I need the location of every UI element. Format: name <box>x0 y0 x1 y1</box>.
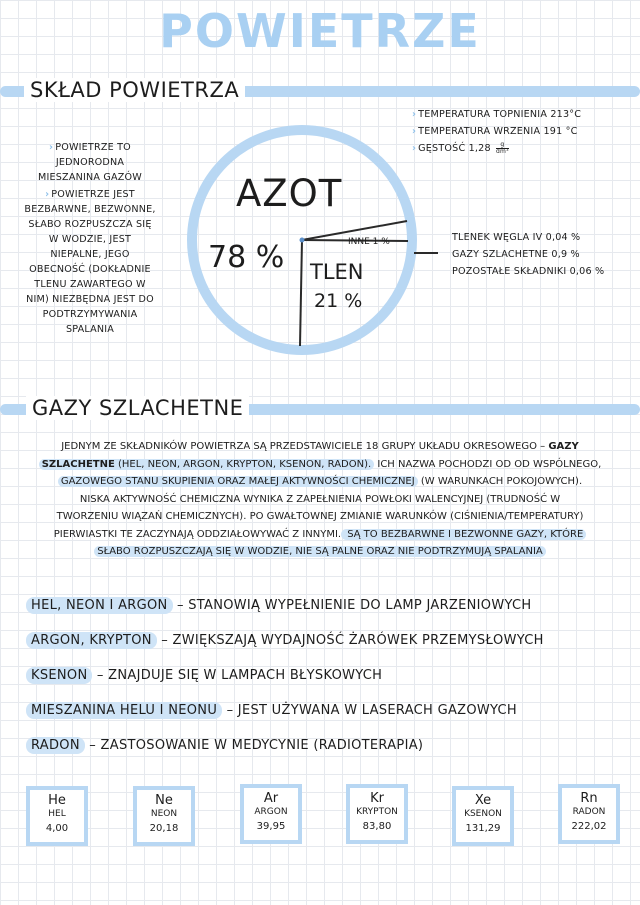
note-line: SŁABO ROZPUSZCZA SIĘ <box>28 219 152 230</box>
azot-label: AZOT <box>236 172 343 215</box>
arrow-icon: › <box>412 126 417 137</box>
note-line: PODTRZYMYWANIA <box>42 309 138 320</box>
arrow-icon: › <box>412 143 417 154</box>
use-item: KSENON – ZNAJDUJE SIĘ W LAMPACH BŁYSKOWYCH <box>26 668 382 683</box>
density-unit: $\frac{g}{\text{dm³}}$ <box>496 140 509 155</box>
note-line: W WODZIE, JEST <box>48 234 132 245</box>
section-heading-gazy: GAZY SZLACHETNE <box>26 396 249 420</box>
arrow-icon: › <box>49 142 54 153</box>
note-line: BEZBARWNE, BEZWONNE, <box>24 204 156 215</box>
element-card-ne: Ne NEON 20,18 <box>133 786 195 846</box>
note-2: › POWIETRZE JEST <box>45 189 135 200</box>
boiling-point: › TEMPERATURA WRZENIA 191 °C <box>412 126 578 137</box>
note-line: SPALANIA <box>65 324 115 335</box>
melting-point: › TEMPERATURA TOPNIENIA 213°C <box>412 109 582 120</box>
pie-center <box>300 238 305 243</box>
note-1: › POWIETRZE TO <box>49 142 131 153</box>
page-title: POWIETRZE <box>159 4 481 58</box>
use-item: ARGON, KRYPTON – ZWIĘKSZAJĄ WYDAJNOŚĆ ŻARÓWEK PRZEMYSŁOWYCH <box>26 633 544 648</box>
note-line: JEDNORODNA <box>55 157 125 168</box>
arrow-icon: › <box>45 189 50 200</box>
element-card-ar: Ar ARGON 39,95 <box>240 784 302 844</box>
element-card-rn: Rn RADON 222,02 <box>558 784 620 844</box>
use-item: RADON – ZASTOSOWANIE W MEDYCYNIE (RADIOTERAPIA) <box>26 738 423 753</box>
tlen-label: TLEN <box>310 260 364 284</box>
element-card-kr: Kr KRYPTON 83,80 <box>346 784 408 844</box>
use-item: HEL, NEON I ARGON – STANOWIĄ WYPEŁNIENIE DO LAMP JARZENIOWYCH <box>26 598 531 613</box>
noble-gases-share: GAZY SZLACHETNE 0,9 % <box>452 249 580 260</box>
note-line: TLENU ZAWARTEGO W <box>34 279 146 290</box>
left-notes <box>20 140 160 337</box>
arrow-icon: › <box>412 109 417 120</box>
element-card-he: He HEL 4,00 <box>26 786 88 846</box>
divider-tlen <box>300 240 302 346</box>
other-components <box>452 229 634 280</box>
co2-share: TLENEK WĘGLA IV 0,04 % <box>452 232 581 243</box>
air-properties <box>412 106 632 157</box>
use-item: MIESZANINA HELU I NEONU – JEST UŻYWANA W LASERACH GAZOWYCH <box>26 703 517 718</box>
note-line: NIM) NIEZBĘDNA JEST DO <box>26 294 154 305</box>
noble-gases-paragraph: JEDNYM ZE SKŁADNIKÓW POWIETRZA SĄ PRZEDSTAWICIELE 18 GRUPY UKŁADU OKRESOWEGO – GAZY SZLACHETNE (HEL, NEON, ARGON, KRYPTON, KSENON, RADON). ICH NAZWA POCHODZI OD OD WSPÓLNEGO, GAZOWEGO STANU SKUPIENIA ORAZ MAŁEJ AKTYWNOŚCI CHEMICZNEJ (W WARUNKACH POKOJOWYCH). NISKA AKTYWNOŚĆ CHEMICZNA WYNIKA Z ZAPEŁNIENIA POWŁOKI WALENCYJNEJ (TRUDNOŚĆ W TWORZENIU WIĄZAŃ CHEMICZNYCH). PO GWAŁTOWNEJ ZMIANIE WARUNKÓW (CIŚNIENIA/TEMPERATURY) PIERWIASTKI TE ZACZYNAJĄ ODDZIAŁOWYWAĆ Z INNYMI. SĄ TO BEZBARWNE I BEZWONNE GAZY, KTÓRE SŁABO ROZPUSZCZAJĄ SIĘ W WODZIE, NIE SĄ PALNE ORAZ NIE PODTRZYMUJĄ SPALANIA <box>8 438 632 561</box>
element-card-xe: Xe KSENON 131,29 <box>452 786 514 846</box>
note-line: MIESZANINA GAZÓW <box>38 172 142 183</box>
density: › GĘSTOŚĆ 1,28 $\frac{g}{\text{dm³}}$ <box>412 140 509 155</box>
note-line: OBECNOŚĆ (DOKŁADNIE <box>29 264 151 275</box>
inne-label: INNE 1 % <box>348 237 390 247</box>
tlen-percent: 21 % <box>314 290 363 312</box>
note-line: NIEPALNE, JEGO <box>50 249 130 260</box>
section-heading-sklad: SKŁAD POWIETRZA <box>24 78 245 102</box>
azot-percent: 78 % <box>208 240 285 275</box>
other-share: POZOSTAŁE SKŁADNIKI 0,06 % <box>452 266 605 277</box>
connector-line <box>414 252 438 254</box>
